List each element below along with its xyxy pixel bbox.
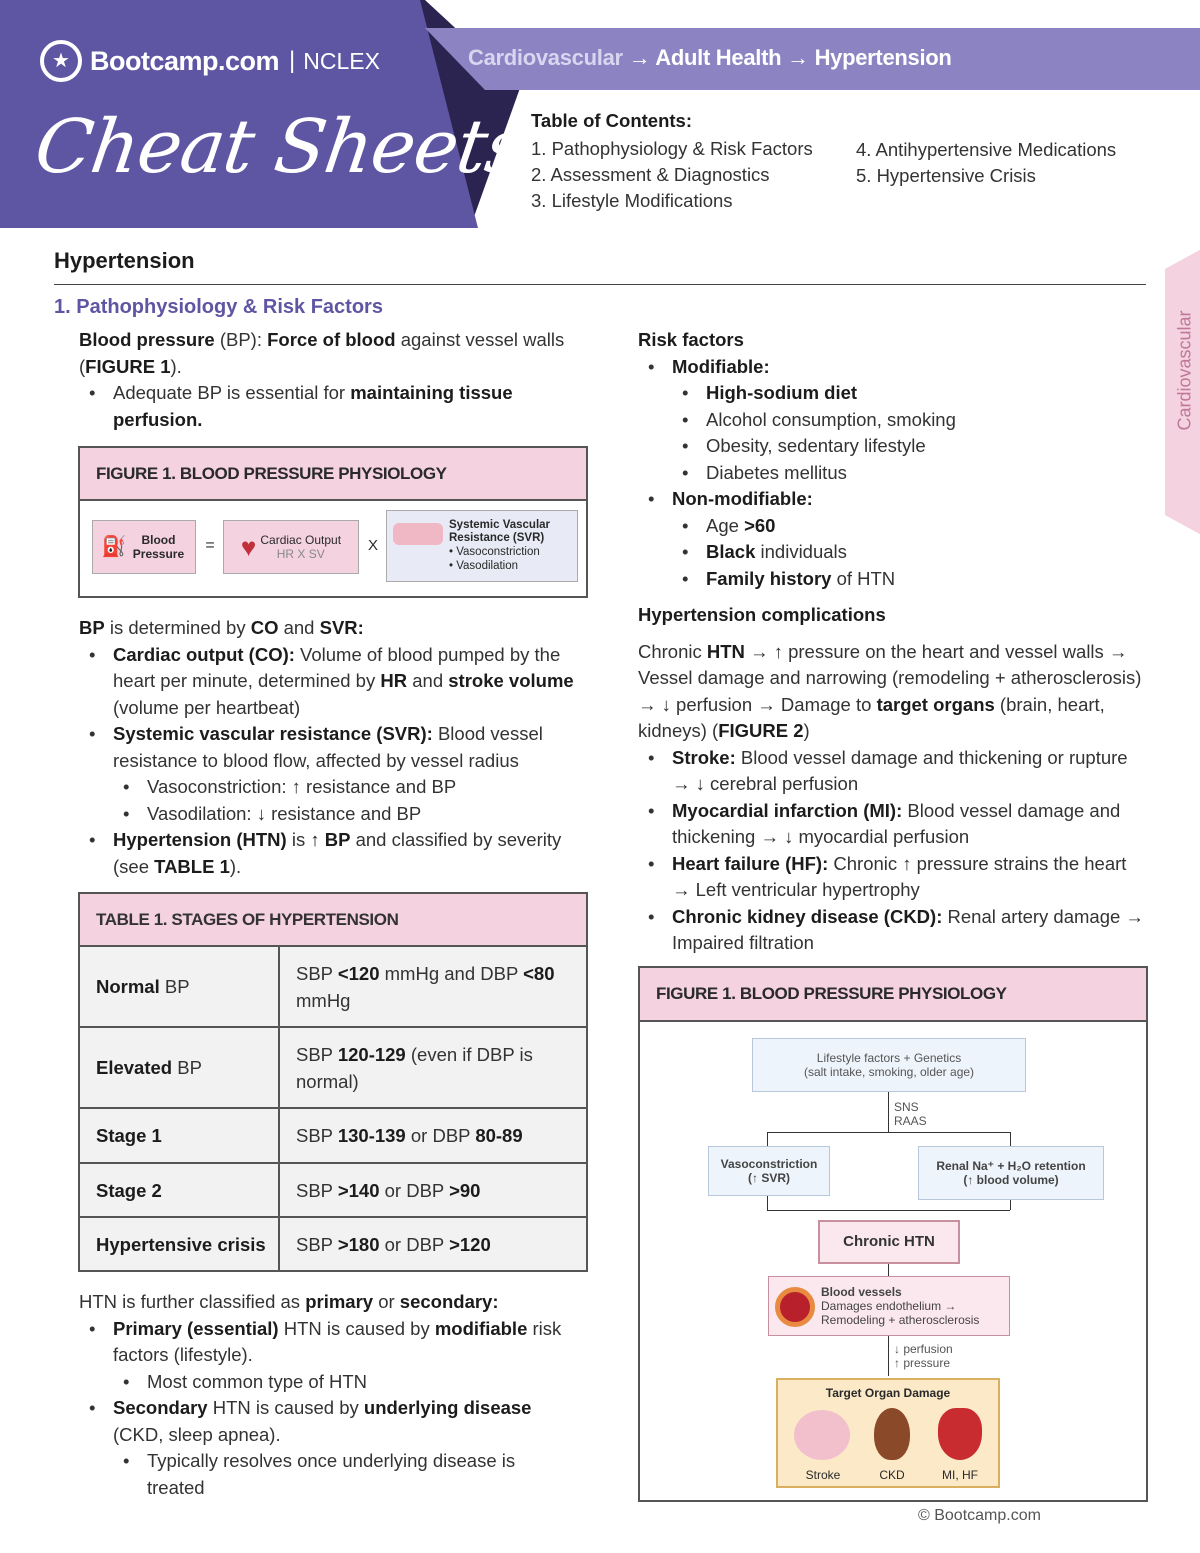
toc-item[interactable]: 1. Pathophysiology & Risk Factors bbox=[531, 138, 813, 159]
footer-copyright: © Bootcamp.com bbox=[918, 1507, 1041, 1524]
heart-icon bbox=[938, 1408, 982, 1460]
breadcrumb-adult-health[interactable]: Adult Health bbox=[655, 45, 782, 70]
cheat-sheets-title: Cheat Sheets bbox=[29, 104, 530, 190]
stage-cell: Hypertensive crisis bbox=[79, 1217, 279, 1271]
times-sign: X bbox=[367, 537, 378, 554]
list-item: • Family history of HTN bbox=[672, 566, 1148, 593]
bp-intro bbox=[79, 327, 579, 433]
blood-pressure-box: ⛽ Blood Pressure bbox=[92, 520, 196, 574]
chronic-htn-box: Chronic HTN bbox=[818, 1220, 960, 1264]
bp-definition: Blood pressure (BP): Force of blood against vessel walls (FIGURE 1). bbox=[79, 329, 565, 377]
breadcrumb-hypertension[interactable]: Hypertension bbox=[814, 45, 952, 70]
stages-table bbox=[78, 892, 588, 1272]
target-organ-damage-box bbox=[776, 1378, 1000, 1488]
figure-1-title: FIGURE 1. BLOOD PRESSURE PHYSIOLOGY bbox=[80, 448, 586, 501]
risk-factors-title: Risk factors bbox=[638, 329, 744, 350]
divider bbox=[54, 284, 1146, 285]
risk-factors bbox=[638, 327, 1148, 957]
table-row bbox=[79, 946, 587, 1027]
list-item: • Obesity, sedentary lifestyle bbox=[672, 433, 1148, 460]
list-item: • Adequate BP is essential for maintaining tissue perfusion. bbox=[79, 380, 579, 433]
list-item: • Cardiac output (CO): Volume of blood pumped by the heart per minute, determined by HR and stroke volume (volume per heartbeat) bbox=[79, 642, 589, 722]
blood-pressure-cuff-icon: ⛽ bbox=[101, 536, 127, 558]
list-item: • Vasoconstriction: ↑ resistance and BP bbox=[113, 774, 589, 801]
toc-item[interactable]: 3. Lifestyle Modifications bbox=[531, 190, 733, 211]
connector bbox=[767, 1132, 1010, 1133]
value-cell: SBP >180 or DBP >120 bbox=[279, 1217, 587, 1271]
htn-classification bbox=[79, 1289, 579, 1501]
table-row bbox=[79, 1217, 587, 1271]
perfusion-pressure-label: ↓ perfusion ↑ pressure bbox=[894, 1342, 953, 1370]
mi-hf-label: MI, HF bbox=[942, 1468, 978, 1482]
target-organ-damage-title: Target Organ Damage bbox=[825, 1386, 951, 1400]
toc-item[interactable]: 2. Assessment & Diagnostics bbox=[531, 164, 770, 185]
breadcrumb bbox=[468, 45, 952, 71]
blood-vessels-box: Blood vessels Damages endothelium → Remodeling + atherosclerosis bbox=[768, 1276, 1010, 1336]
list-item: • Modifiable: • High-sodium diet • Alcohol consumption, smoking • Obesity, sedentary lifestyle • Diabetes mellitus bbox=[638, 354, 1148, 487]
connector bbox=[767, 1210, 1010, 1211]
renal-retention-box: Renal Na⁺ + H₂O retention (↑ blood volume) bbox=[918, 1146, 1104, 1200]
connector bbox=[888, 1264, 889, 1276]
list-item: • Systemic vascular resistance (SVR): Blood vessel resistance to blood flow, affected by vessel radius • Vasoconstriction: ↑ resistance and BP • Vasodilation: ↓ resistance and BP bbox=[79, 721, 589, 827]
vasoconstriction-box: Vasoconstriction (↑ SVR) bbox=[708, 1146, 830, 1196]
list-item: • Stroke: Blood vessel damage and thickening or rupture → ↓ cerebral perfusion bbox=[638, 745, 1148, 798]
stage-cell: Stage 1 bbox=[79, 1108, 279, 1163]
connector bbox=[888, 1336, 889, 1376]
list-item: • Diabetes mellitus bbox=[672, 460, 1148, 487]
equals-sign: = bbox=[205, 537, 215, 554]
value-cell: SBP 120-129 (even if DBP is normal) bbox=[279, 1027, 587, 1108]
list-item: • Most common type of HTN bbox=[113, 1369, 579, 1396]
brain-icon bbox=[794, 1410, 850, 1460]
toc-title: Table of Contents: bbox=[531, 110, 693, 131]
product-name: NCLEX bbox=[303, 47, 380, 74]
side-tab-label: Cardiovascular bbox=[1174, 310, 1195, 431]
list-item: • Myocardial infarction (MI): Blood vessel damage and thickening → ↓ myocardial perfusion bbox=[638, 798, 1148, 851]
connector bbox=[767, 1196, 768, 1210]
list-item: • Secondary HTN is caused by underlying disease (CKD, sleep apnea). • Typically resolves once underlying disease is treated bbox=[79, 1395, 579, 1501]
connector bbox=[767, 1132, 768, 1146]
logo bbox=[40, 40, 380, 82]
value-cell: SBP >140 or DBP >90 bbox=[279, 1163, 587, 1217]
breadcrumb-cardiovascular[interactable]: Cardiovascular bbox=[468, 45, 623, 70]
list-item: • Vasodilation: ↓ resistance and BP bbox=[113, 801, 589, 828]
complications-intro: Chronic HTN → ↑ pressure on the heart and vessel walls → Vessel damage and narrowing (remodeling + atherosclerosis) → ↓ perfusion → Damage to target organs (brain, heart, kidneys) (FIGURE 2) bbox=[638, 640, 1142, 741]
toc-item[interactable]: 5. Hypertensive Crisis bbox=[856, 165, 1036, 186]
connector bbox=[888, 1092, 889, 1132]
stage-cell: Normal BP bbox=[79, 946, 279, 1027]
list-item: • Black individuals bbox=[672, 539, 1148, 566]
page-title: Hypertension bbox=[54, 248, 195, 273]
list-item: • Primary (essential) HTN is caused by modifiable risk factors (lifestyle). • Most common type of HTN bbox=[79, 1316, 579, 1396]
heart-icon: ♥ bbox=[240, 532, 257, 562]
figure-2 bbox=[638, 966, 1148, 1502]
connector bbox=[1010, 1200, 1011, 1210]
table-row bbox=[79, 1163, 587, 1217]
breadcrumb-arrow: → bbox=[787, 45, 809, 70]
list-item: • Typically resolves once underlying disease is treated bbox=[113, 1448, 553, 1501]
stroke-label: Stroke bbox=[805, 1468, 841, 1482]
kidney-icon bbox=[874, 1408, 910, 1460]
star-icon: ★ bbox=[40, 40, 82, 82]
cardiac-output-box: ♥ Cardiac Output HR X SV bbox=[223, 520, 359, 574]
value-cell: SBP <120 mmHg and DBP <80 mmHg bbox=[279, 946, 587, 1027]
complications-title: Hypertension complications bbox=[638, 604, 886, 625]
value-cell: SBP 130-139 or DBP 80-89 bbox=[279, 1108, 587, 1163]
list-item: • High-sodium diet bbox=[672, 380, 1148, 407]
lifestyle-box: Lifestyle factors + Genetics (salt intake, smoking, older age) bbox=[752, 1038, 1026, 1092]
classification-intro: HTN is further classified as primary or secondary: bbox=[79, 1291, 499, 1312]
table-title: TABLE 1. STAGES OF HYPERTENSION bbox=[79, 893, 587, 946]
vessel-cross-section-icon bbox=[775, 1287, 815, 1327]
ckd-label: CKD bbox=[879, 1468, 905, 1482]
determinants-intro: BP is determined by CO and SVR: bbox=[79, 617, 364, 638]
breadcrumb-arrow: → bbox=[628, 45, 651, 70]
brand-separator: | bbox=[289, 47, 296, 74]
stage-cell: Elevated BP bbox=[79, 1027, 279, 1108]
list-item: • Non-modifiable: • Age >60 • Black individuals • Family history of HTN bbox=[638, 486, 1148, 592]
figure-2-title: FIGURE 1. BLOOD PRESSURE PHYSIOLOGY bbox=[640, 968, 1146, 1022]
toc-item[interactable]: 4. Antihypertensive Medications bbox=[856, 139, 1117, 160]
bp-determinants bbox=[79, 615, 589, 880]
brand-name: Bootcamp.com bbox=[90, 45, 280, 76]
list-item: • Age >60 bbox=[672, 513, 1148, 540]
connector bbox=[1010, 1132, 1011, 1146]
list-item: • Alcohol consumption, smoking bbox=[672, 407, 1148, 434]
figure-1 bbox=[78, 446, 588, 598]
stage-cell: Stage 2 bbox=[79, 1163, 279, 1217]
table-row bbox=[79, 1027, 587, 1108]
list-item: • Heart failure (HF): Chronic ↑ pressure strains the heart → Left ventricular hypertrophy bbox=[638, 851, 1148, 904]
table-row bbox=[79, 1108, 587, 1163]
svr-box: Systemic Vascular Resistance (SVR) • Vasoconstriction • Vasodilation bbox=[386, 510, 578, 582]
list-item: • Hypertension (HTN) is ↑ BP and classified by severity (see TABLE 1). bbox=[79, 827, 589, 880]
list-item: • Chronic kidney disease (CKD): Renal artery damage → Impaired filtration bbox=[638, 904, 1148, 957]
section-title: 1. Pathophysiology & Risk Factors bbox=[54, 296, 383, 318]
vessel-icon bbox=[393, 523, 443, 545]
sns-raas-label: SNS RAAS bbox=[894, 1100, 927, 1128]
table-of-contents bbox=[531, 110, 1116, 216]
